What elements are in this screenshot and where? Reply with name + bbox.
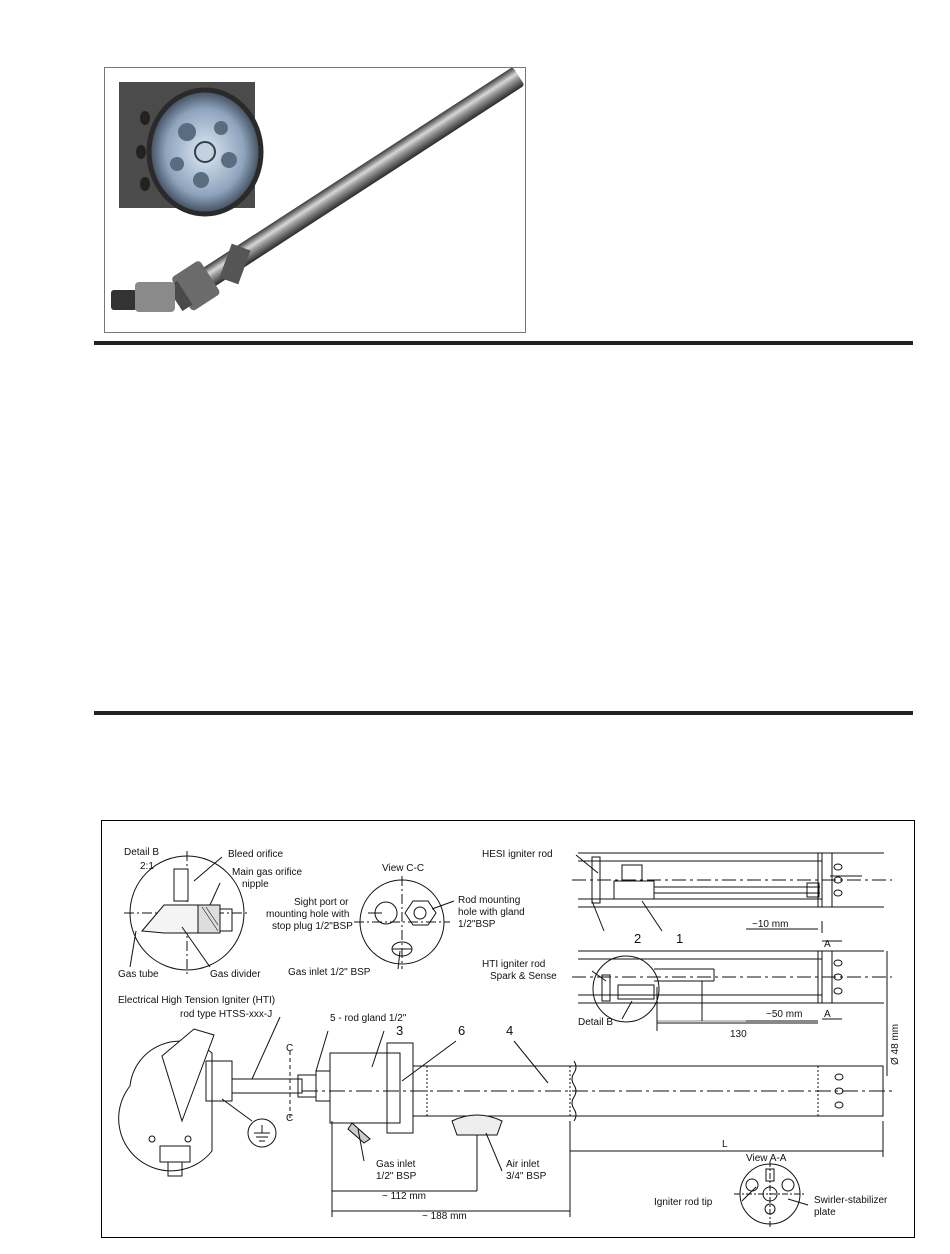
view-aa — [734, 1161, 806, 1227]
burner-photo-graphic — [105, 68, 525, 332]
item-5-rod-gland: 5 - rod gland 1/2" — [330, 1013, 407, 1024]
label-main-gas-orifice-1: Main gas orifice — [232, 867, 303, 878]
label-igniter-tip: Igniter rod tip — [654, 1197, 713, 1208]
dim-L: L — [722, 1139, 728, 1150]
view-cc-title: View C-C — [382, 863, 425, 874]
label-sight-port-2: mounting hole with — [266, 909, 350, 920]
dim-112mm: ~ 112 mm — [382, 1191, 426, 1202]
label-swirler-2: plate — [814, 1207, 836, 1218]
dim-130: 130 — [730, 1029, 747, 1040]
view-cc — [354, 876, 450, 969]
burner-mouth-inset — [119, 82, 261, 214]
label-sight-port-1: Sight port or — [294, 897, 349, 908]
section-a-top: A — [824, 939, 831, 950]
label-gas-tube: Gas tube — [118, 969, 159, 980]
item-4: 4 — [506, 1023, 514, 1038]
label-main-gas-orifice-2: nipple — [242, 879, 269, 890]
label-swirler-1: Swirler-stabilizer — [814, 1195, 888, 1206]
label-detail-b-ref: Detail B — [578, 1017, 614, 1028]
technical-drawing — [101, 820, 915, 1238]
label-sight-port-3: stop plug 1/2"BSP — [272, 921, 353, 932]
detail-b-scale: 2:1 — [140, 861, 154, 872]
label-air-inlet-2: 3/4" BSP — [506, 1171, 547, 1182]
label-hti-rod-1: HTI igniter rod — [482, 959, 546, 970]
section-c-bottom: C — [286, 1113, 294, 1124]
detail-b-title: Detail B — [124, 847, 160, 858]
hesi-tube-view — [572, 853, 892, 907]
item-2: 2 — [634, 931, 642, 946]
item-6: 6 — [458, 1023, 466, 1038]
dim-50mm: ~50 mm — [766, 1009, 803, 1020]
section-a-bottom: A — [824, 1009, 831, 1020]
burner-photo — [104, 67, 526, 333]
section-divider-top — [94, 341, 913, 345]
label-gas-inlet-cc: Gas inlet 1/2" BSP — [288, 967, 371, 978]
view-aa-title: View A-A — [746, 1153, 787, 1164]
label-gas-inlet-1: Gas inlet — [376, 1159, 416, 1170]
item-3: 3 — [396, 1023, 404, 1038]
label-hesi-rod: HESI igniter rod — [482, 849, 553, 860]
dim-188mm: ~ 188 mm — [422, 1211, 467, 1222]
dim-diameter-48: Ø 48 mm — [890, 1023, 901, 1065]
label-gas-inlet-2: 1/2" BSP — [376, 1171, 417, 1182]
label-rod-mount-3: 1/2"BSP — [458, 919, 496, 930]
label-rod-mount-2: hole with gland — [458, 907, 525, 918]
drawing-canvas — [102, 821, 914, 1237]
section-divider-bottom — [94, 711, 913, 715]
dim-10mm: ~10 mm — [752, 919, 789, 930]
label-rod-mount-1: Rod mounting — [458, 895, 521, 906]
label-hti-title-1: Electrical High Tension Igniter (HTI) — [118, 995, 276, 1006]
section-c-top: C — [286, 1043, 294, 1054]
label-air-inlet-1: Air inlet — [506, 1159, 540, 1170]
label-hti-title-2: rod type HTSS-xxx-J — [180, 1009, 273, 1020]
label-bleed-orifice: Bleed orifice — [228, 849, 284, 860]
item-1: 1 — [676, 931, 684, 946]
hti-tube-view — [572, 951, 892, 1022]
label-hti-rod-2: Spark & Sense — [490, 971, 557, 982]
label-gas-divider: Gas divider — [210, 969, 261, 980]
